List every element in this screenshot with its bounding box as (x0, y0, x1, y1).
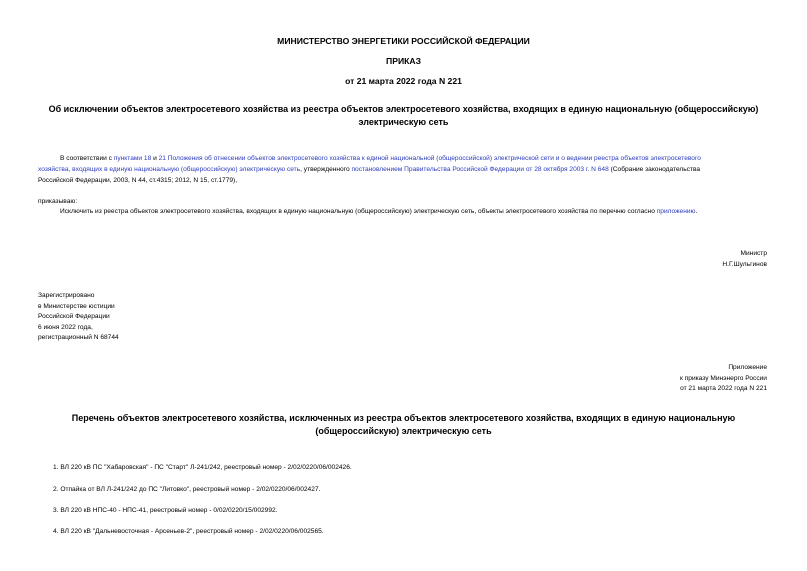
appendix-header-line: Приложение (728, 364, 767, 371)
doc-date-heading: от 21 марта 2022 года N 221 (345, 76, 462, 86)
signature-block (722, 249, 767, 270)
ministry-heading: МИНИСТЕРСТВО ЭНЕРГЕТИКИ РОССИЙСКОЙ ФЕДЕРАЦИИ (277, 36, 530, 46)
list-item: 3. ВЛ 220 кВ НПС-40 - НПС-41, реестровый номер - 0/02/0220/15/002992. (53, 507, 278, 514)
link-appendix[interactable]: приложению (656, 208, 696, 215)
preamble-text-4: , утвержденного (300, 166, 352, 173)
list-item: 4. ВЛ 220 кВ "Дальневосточная - Арсеньев-2", реестровый номер - 2/02/0220/06/002565. (53, 528, 324, 535)
link-regulation-part-2[interactable]: хозяйства, входящих в единую национальную (общероссийскую) электрическую сеть (38, 166, 301, 173)
doc-type-heading: ПРИКАЗ (386, 56, 421, 66)
preamble-line-2 (38, 165, 700, 176)
appendix-title-line-2: (общероссийскую) электрическую сеть (315, 426, 492, 436)
signature-position: Министр (740, 250, 767, 257)
appendix-title-line-1: Перечень объектов электросетевого хозяйства, исключенных из реестра объектов электросетевого хозяйства, входящих в единую национальную (71, 413, 736, 423)
order-word: приказываю: (38, 198, 78, 205)
appendix-header (680, 363, 767, 395)
preamble-text-5: (Собрание законодательства (608, 166, 701, 173)
registration-line: Российской Федерации (38, 313, 110, 320)
appendix-header-line: к приказу Минэнерго России (680, 374, 767, 382)
order-text (60, 207, 697, 218)
order-title-line-2: электрическую сеть (358, 117, 449, 127)
list-item: 1. ВЛ 220 кВ ПС "Хабаровская" - ПС "Старт" Л-241/242, реестровый номер - 2/02/0220/06/002426. (53, 464, 352, 471)
preamble-line-1 (60, 154, 701, 165)
signature-name: Н.Г.Шульгинов (722, 260, 767, 268)
list-item: 2. Отпайка от ВЛ Л-241/242 до ПС "Литовко", реестровый номер - 2/02/0220/06/002427. (53, 486, 321, 493)
appendix-header-line: от 21 марта 2022 года N 221 (680, 385, 767, 392)
registration-line: регистрационный N 68744 (38, 334, 119, 341)
preamble-line-3: Российской Федерации, 2003, N 44, ст.4315; 2012, N 15, ст.1779), (38, 177, 238, 184)
registration-line: в Министерстве юстиции (38, 302, 115, 310)
link-paragraph-21[interactable]: 21 (158, 155, 166, 162)
order-title-line-1: Об исключении объектов электросетевого хозяйства из реестра объектов электросетевого хозяйства, входящих в единую национальную (общероссийскую) (48, 104, 759, 114)
registration-block (38, 291, 119, 344)
order-text-body: Исключить из реестра объектов электросетевого хозяйства, входящих в единую национальную (общероссийскую) электрическую сеть, объекты электросетевого хозяйства по перечню согласно (60, 208, 657, 215)
link-paragraph-18[interactable]: пунктами 18 (113, 155, 152, 162)
order-text-end: . (695, 208, 698, 215)
link-regulation-part-1[interactable]: Положения об отнесении объектов электросетевого хозяйства к единой национальной (общероссийской) электрической сети и о ведении реестра объектов электросетевого (167, 155, 701, 162)
registration-line: Зарегистрировано (38, 292, 95, 299)
preamble-text-2: и (151, 155, 159, 162)
link-government-decree[interactable]: постановлением Правительства Российской Федерации от 28 октября 2003 г. N 648 (351, 166, 609, 173)
preamble-text-1: В соответствии с (60, 155, 114, 162)
registration-line: 6 июня 2022 года, (38, 323, 93, 331)
